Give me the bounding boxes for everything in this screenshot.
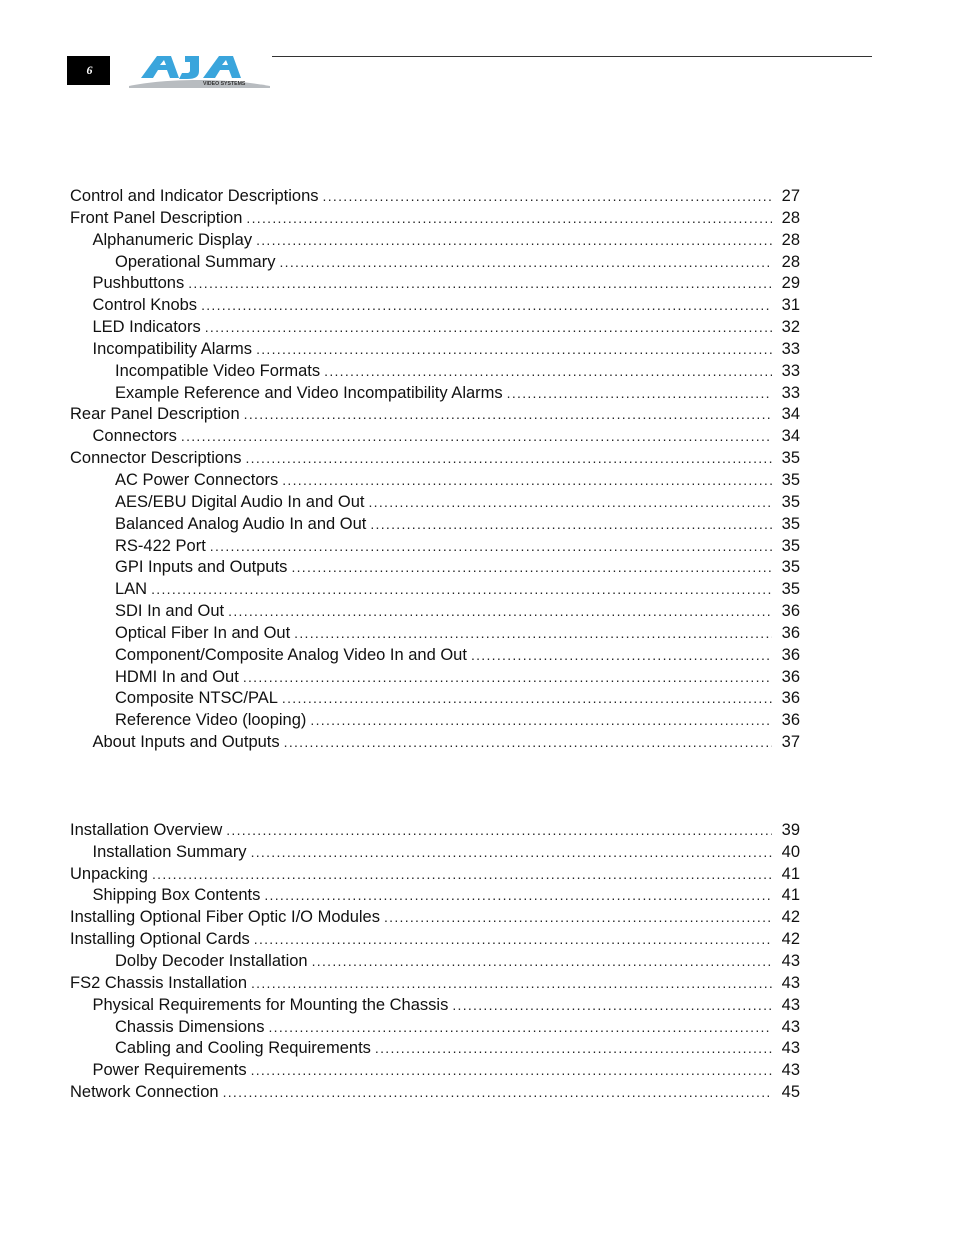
toc-entry-page: 28 — [781, 230, 800, 249]
logo-letter-a2 — [203, 56, 241, 78]
toc-entry-page: 35 — [781, 449, 800, 468]
toc-entry-label: Installation Summary — [92, 842, 247, 861]
toc-dot-leader — [210, 536, 772, 558]
page-number-box — [67, 56, 110, 85]
toc-section — [70, 186, 800, 754]
toc-entry-label: Unpacking — [70, 864, 148, 883]
logo-letter-a1 — [141, 56, 179, 78]
toc-entry-page: 43 — [781, 952, 800, 970]
toc-entry-label: Chassis Dimensions — [115, 1017, 265, 1036]
toc-entry-page: 39 — [781, 820, 800, 839]
toc-entry-label: Network Connection — [70, 1083, 219, 1102]
toc-entry-page: 31 — [781, 296, 800, 315]
toc-entry-label: Pushbuttons — [92, 274, 185, 293]
toc-dot-leader — [251, 973, 772, 995]
toc-entry[interactable] — [70, 383, 800, 405]
toc-entry-page: 29 — [781, 274, 800, 293]
toc-entry-page: 43 — [781, 1017, 800, 1036]
logo-letter-j — [179, 56, 199, 79]
toc-entry-label: Reference Video (looping) — [115, 711, 307, 730]
toc-entry-page: 35 — [781, 514, 800, 533]
toc-entry-label: Installing Optional Fiber Optic I/O Modules — [70, 908, 380, 927]
toc-entry[interactable] — [70, 667, 800, 689]
toc-entry-page: 40 — [781, 842, 800, 861]
toc-entry[interactable] — [70, 317, 800, 339]
toc-dot-leader — [251, 1060, 772, 1082]
toc-entry[interactable] — [70, 842, 800, 864]
toc-entry-label: HDMI In and Out — [115, 667, 239, 686]
toc-dot-leader — [226, 820, 772, 842]
toc-entry-label: Composite NTSC/PAL — [115, 689, 278, 708]
toc-entry-page: 36 — [781, 667, 800, 686]
toc-entry-page: 33 — [781, 339, 800, 358]
toc-entry-label: Cabling and Cooling Requirements — [115, 1039, 371, 1058]
toc-dot-leader — [201, 295, 772, 317]
toc-entry[interactable] — [70, 710, 800, 732]
toc-entry-label: LED Indicators — [92, 318, 201, 337]
table-of-contents — [70, 186, 800, 1104]
toc-entry-page: 42 — [781, 908, 800, 927]
toc-entry[interactable] — [70, 557, 800, 579]
toc-dot-leader — [324, 361, 772, 383]
toc-dot-leader — [264, 885, 772, 907]
toc-entry-label: Dolby Decoder Installation — [115, 952, 308, 970]
toc-entry[interactable] — [70, 601, 800, 623]
toc-entry-label: AC Power Connectors — [115, 470, 279, 489]
toc-entry[interactable] — [70, 492, 800, 514]
toc-dot-leader — [282, 470, 772, 492]
toc-dot-leader — [268, 1017, 772, 1039]
toc-entry[interactable] — [70, 688, 800, 710]
toc-entry-page: 43 — [781, 973, 800, 992]
page-number: 6 — [86, 63, 93, 77]
toc-entry-page: 41 — [781, 864, 800, 883]
toc-dot-leader — [256, 230, 772, 252]
toc-dot-leader — [246, 208, 772, 230]
toc-entry-page: 35 — [781, 558, 800, 577]
toc-dot-leader — [370, 514, 772, 536]
toc-entry-label: SDI In and Out — [115, 602, 225, 621]
toc-entry[interactable] — [70, 1060, 800, 1082]
toc-entry[interactable] — [70, 973, 800, 995]
toc-entry-page: 43 — [781, 995, 800, 1014]
toc-dot-leader — [228, 601, 772, 623]
toc-dot-leader — [368, 492, 772, 514]
toc-dot-leader — [384, 907, 772, 929]
toc-entry-label: LAN — [115, 580, 148, 599]
toc-entry[interactable] — [70, 208, 800, 230]
toc-dot-leader — [471, 645, 772, 667]
toc-entry-label: GPI Inputs and Outputs — [115, 558, 288, 577]
toc-entry-label: Connector Descriptions — [70, 449, 242, 468]
toc-entry-page: 36 — [781, 689, 800, 708]
toc-entry[interactable] — [70, 230, 800, 252]
toc-entry-page: 35 — [781, 580, 800, 599]
toc-entry-label: Incompatibility Alarms — [92, 339, 253, 358]
toc-entry[interactable] — [70, 339, 800, 361]
toc-entry[interactable] — [70, 929, 800, 951]
toc-entry-label: Power Requirements — [92, 1061, 247, 1080]
toc-entry-page: 43 — [781, 1039, 800, 1058]
toc-entry-label: Incompatible Video Formats — [115, 361, 321, 380]
toc-entry-label: Installing Optional Cards — [70, 930, 250, 949]
toc-entry-label: About Inputs and Outputs — [92, 733, 280, 752]
toc-entry-page: 34 — [781, 427, 800, 446]
toc-entry-label: Balanced Analog Audio In and Out — [115, 514, 367, 533]
toc-entry-label: Shipping Box Contents — [92, 886, 261, 905]
logo-swoosh — [129, 80, 270, 88]
toc-dot-leader — [310, 710, 772, 732]
toc-entry[interactable] — [70, 470, 800, 492]
toc-entry[interactable] — [70, 404, 800, 426]
toc-entry[interactable] — [70, 579, 800, 601]
toc-dot-leader — [312, 951, 772, 973]
toc-entry-label: Example Reference and Video Incompatibility Alarms — [115, 383, 503, 402]
toc-dot-leader — [152, 864, 772, 886]
toc-entry-label: Operational Summary — [115, 252, 276, 271]
toc-entry[interactable] — [70, 623, 800, 645]
toc-dot-leader — [375, 1038, 772, 1060]
toc-entry-page: 28 — [781, 252, 800, 271]
toc-entry-page: 32 — [781, 318, 800, 337]
toc-entry-page: 37 — [781, 733, 800, 752]
toc-entry-page: 35 — [781, 536, 800, 555]
toc-dot-leader — [256, 339, 772, 361]
toc-entry[interactable] — [70, 820, 800, 842]
toc-dot-leader — [251, 842, 772, 864]
toc-dot-leader — [507, 383, 772, 405]
toc-entry-page: 36 — [781, 711, 800, 730]
toc-entry-page: 35 — [781, 492, 800, 511]
toc-dot-leader — [205, 317, 772, 339]
toc-dot-leader — [181, 426, 772, 448]
toc-entry-label: Control Knobs — [92, 296, 198, 315]
toc-entry[interactable] — [70, 645, 800, 667]
aja-logo — [127, 52, 272, 88]
toc-dot-leader — [254, 929, 772, 951]
toc-entry-label: Control and Indicator Descriptions — [70, 187, 319, 205]
toc-entry-label: Physical Requirements for Mounting the Chassis — [92, 995, 449, 1014]
toc-dot-leader — [294, 623, 772, 645]
toc-entry[interactable] — [70, 732, 800, 754]
toc-entry[interactable] — [70, 1082, 800, 1104]
toc-dot-leader — [246, 448, 773, 470]
toc-entry[interactable] — [70, 1038, 800, 1060]
toc-dot-leader — [244, 404, 772, 426]
toc-dot-leader — [282, 688, 772, 710]
toc-entry-page: 33 — [781, 383, 800, 402]
toc-entry-page: 34 — [781, 405, 800, 424]
toc-entry-page: 45 — [781, 1083, 800, 1102]
toc-entry-label: Alphanumeric Display — [92, 230, 253, 249]
toc-dot-leader — [223, 1082, 772, 1104]
toc-entry[interactable] — [70, 186, 800, 208]
toc-entry-page: 27 — [781, 187, 800, 205]
toc-entry-label: Front Panel Description — [70, 208, 243, 227]
toc-dot-leader — [284, 732, 772, 754]
toc-entry-page: 28 — [781, 208, 800, 227]
toc-entry[interactable] — [70, 951, 800, 973]
toc-entry-page: 35 — [781, 470, 800, 489]
toc-dot-leader — [279, 252, 772, 274]
toc-entry[interactable] — [70, 1017, 800, 1039]
toc-dot-leader — [323, 186, 772, 208]
toc-entry-label: Installation Overview — [70, 820, 223, 839]
toc-dot-leader — [151, 579, 772, 601]
toc-entry-label: Rear Panel Description — [70, 405, 240, 424]
toc-entry-page: 36 — [781, 645, 800, 664]
toc-entry[interactable] — [70, 536, 800, 558]
logo-subtitle: VIDEO SYSTEMS — [203, 81, 246, 87]
toc-entry[interactable] — [70, 907, 800, 929]
header-rule — [272, 56, 872, 57]
toc-dot-leader — [291, 557, 772, 579]
toc-entry-label: AES/EBU Digital Audio In and Out — [115, 492, 365, 511]
toc-dot-leader — [243, 667, 772, 689]
toc-entry[interactable] — [70, 361, 800, 383]
toc-entry-page: 36 — [781, 623, 800, 642]
toc-entry[interactable] — [70, 252, 800, 274]
toc-entry[interactable] — [70, 448, 800, 470]
toc-section — [70, 820, 800, 1104]
toc-entry[interactable] — [70, 273, 800, 295]
toc-entry[interactable] — [70, 885, 800, 907]
toc-entry-label: Connectors — [92, 427, 177, 446]
toc-entry-label: RS-422 Port — [115, 536, 206, 555]
toc-entry-label: Optical Fiber In and Out — [115, 623, 291, 642]
toc-entry-label: Component/Composite Analog Video In and Out — [115, 645, 467, 664]
toc-dot-leader — [188, 273, 772, 295]
toc-entry-page: 36 — [781, 602, 800, 621]
toc-entry-page: 41 — [781, 886, 800, 905]
toc-entry[interactable] — [70, 864, 800, 886]
toc-entry[interactable] — [70, 514, 800, 536]
toc-entry-page: 33 — [781, 361, 800, 380]
toc-dot-leader — [452, 995, 772, 1017]
toc-entry-label: FS2 Chassis Installation — [70, 973, 247, 992]
toc-entry-page: 42 — [781, 930, 800, 949]
toc-entry-page: 43 — [781, 1061, 800, 1080]
toc-entry[interactable] — [70, 295, 800, 317]
toc-entry[interactable] — [70, 426, 800, 448]
toc-entry[interactable] — [70, 995, 800, 1017]
